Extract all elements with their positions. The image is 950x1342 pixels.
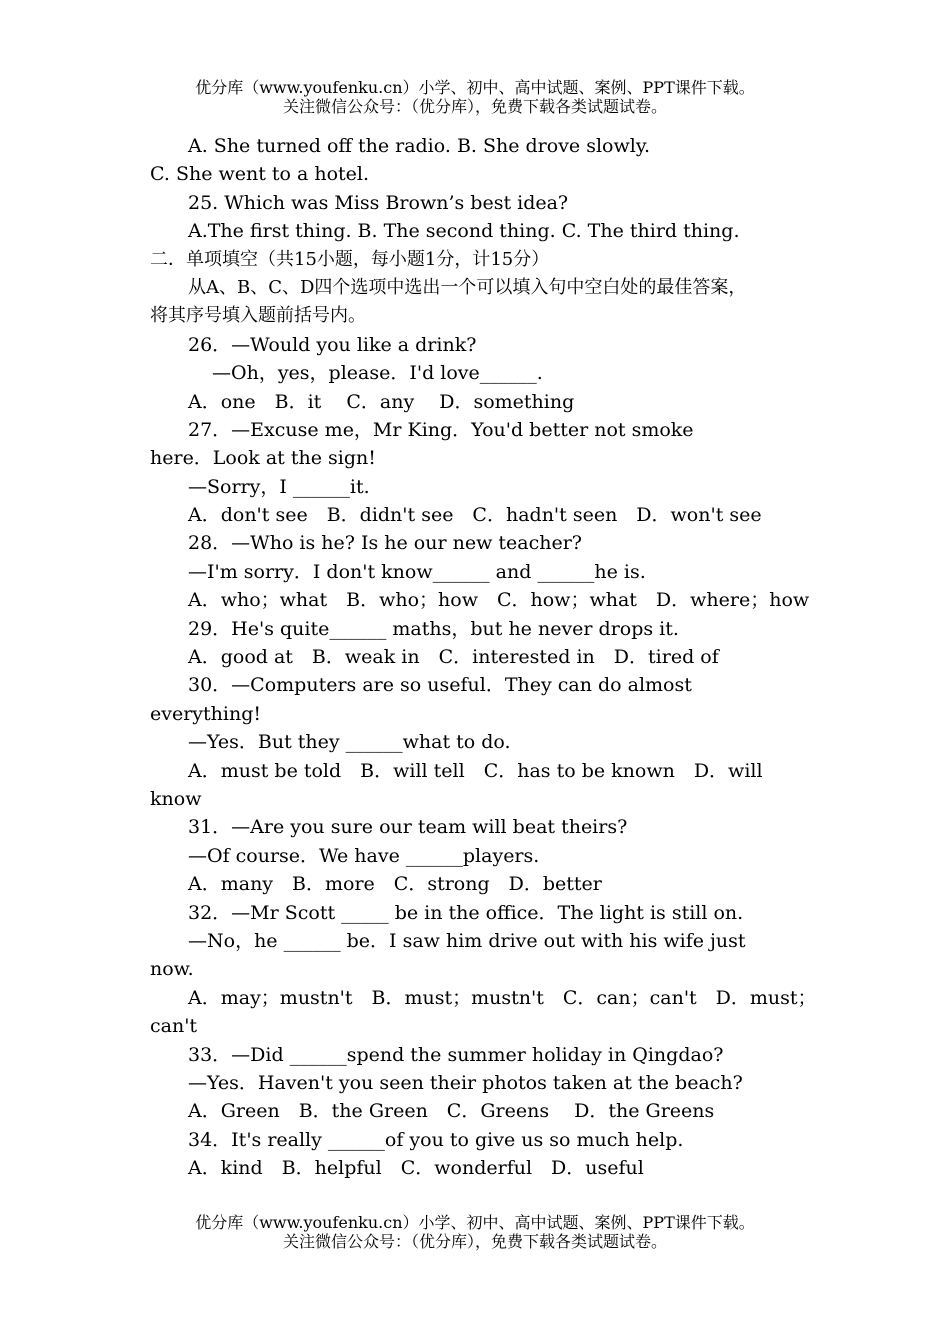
q25-question: 25. Which was Miss Brown’s best idea?	[188, 191, 569, 214]
q34-question: 34．It's really ______of you to give us so much help.	[188, 1128, 684, 1151]
q29-question: 29．He's quite______ maths，but he never drops it.	[188, 617, 679, 640]
header-line-2: 关注微信公众号：（优分库），免费下载各类试题试卷。	[282, 97, 667, 116]
header-line-1: 优分库（www.youfenku.cn）小学、初中、高中试题、案例、PPT课件下载。	[195, 78, 755, 97]
q32-reply-cont: now.	[150, 958, 194, 981]
q30-question: 30．—Computers are so useful．They can do almost	[188, 674, 692, 697]
q30-reply: —Yes．But they ______what to do.	[188, 731, 511, 754]
q27-reply: —Sorry，I ______it.	[188, 475, 370, 498]
q32-question: 32．—Mr Scott _____ be in the office．The light is still on.	[188, 901, 744, 924]
footer-banner	[0, 1213, 950, 1251]
q33-reply: —Yes．Haven't you seen their photos taken at the beach?	[188, 1071, 743, 1094]
q26-reply: —Oh，yes，please．I'd love______.	[212, 362, 543, 385]
q28-question: 28．—Who is he? Is he our new teacher?	[188, 532, 582, 555]
q25-options: A.The first thing. B. The second thing. C. The third thing.	[188, 220, 740, 243]
header-banner	[0, 78, 950, 116]
q27-options: A．don't see B．didn't see C．hadn't seen D．won't see	[188, 504, 762, 527]
exam-content	[150, 132, 817, 1182]
q27-question: 27．—Excuse me，Mr King．You'd better not smoke	[188, 418, 694, 441]
section-heading: 二．单项填空（共15小题，每小题1分，计15分）	[150, 248, 550, 270]
q32-options-cont: can't	[150, 1015, 198, 1038]
section-instruction-cont: 将其序号填入题前括号内。	[150, 305, 366, 327]
section-instruction: 从A、B、C、D四个选项中选出一个可以填入句中空白处的最佳答案，	[188, 276, 747, 298]
q24-options: A. She turned off the radio. B. She drove slowly.	[188, 135, 651, 157]
q26-question: 26．—Would you like a drink?	[188, 333, 477, 356]
q27-question-cont: here．Look at the sign!	[150, 447, 376, 470]
q34-options: A．kind B．helpful C．wonderful D．useful	[188, 1157, 644, 1180]
q30-options: A．must be told B．will tell C．has to be known D．will	[188, 759, 763, 782]
footer-line-2: 关注微信公众号：（优分库），免费下载各类试题试卷。	[282, 1232, 667, 1251]
q26-options: A．one B．it C．any D．something	[188, 390, 575, 413]
q33-options: A．Green B．the Green C．Greens D．the Greens	[188, 1100, 715, 1123]
q33-question: 33．—Did ______spend the summer holiday in Qingdao?	[188, 1043, 724, 1066]
q31-question: 31．—Are you sure our team will beat theirs?	[188, 816, 628, 839]
q30-question-cont: everything!	[150, 702, 262, 725]
q32-reply: —No，he ______ be．I saw him drive out with his wife just	[188, 929, 746, 952]
q31-options: A．many B．more C．strong D．better	[188, 873, 602, 896]
q29-options: A．good at B．weak in C．interested in D．tired of	[188, 646, 719, 669]
q32-options: A．may；mustn't B．must；mustn't C．can；can't D．must；	[188, 986, 817, 1009]
footer-line-1: 优分库（www.youfenku.cn）小学、初中、高中试题、案例、PPT课件下载。	[195, 1213, 755, 1232]
q30-options-cont: know	[150, 787, 202, 810]
q28-options: A．who；what B．who；how C．how；what D．where；how	[188, 589, 810, 612]
q28-reply: —I'm sorry．I don't know______ and ______he is.	[188, 560, 646, 583]
q31-reply: —Of course．We have ______players.	[188, 844, 540, 867]
q24-options-cont: C. She went to a hotel.	[150, 163, 370, 186]
